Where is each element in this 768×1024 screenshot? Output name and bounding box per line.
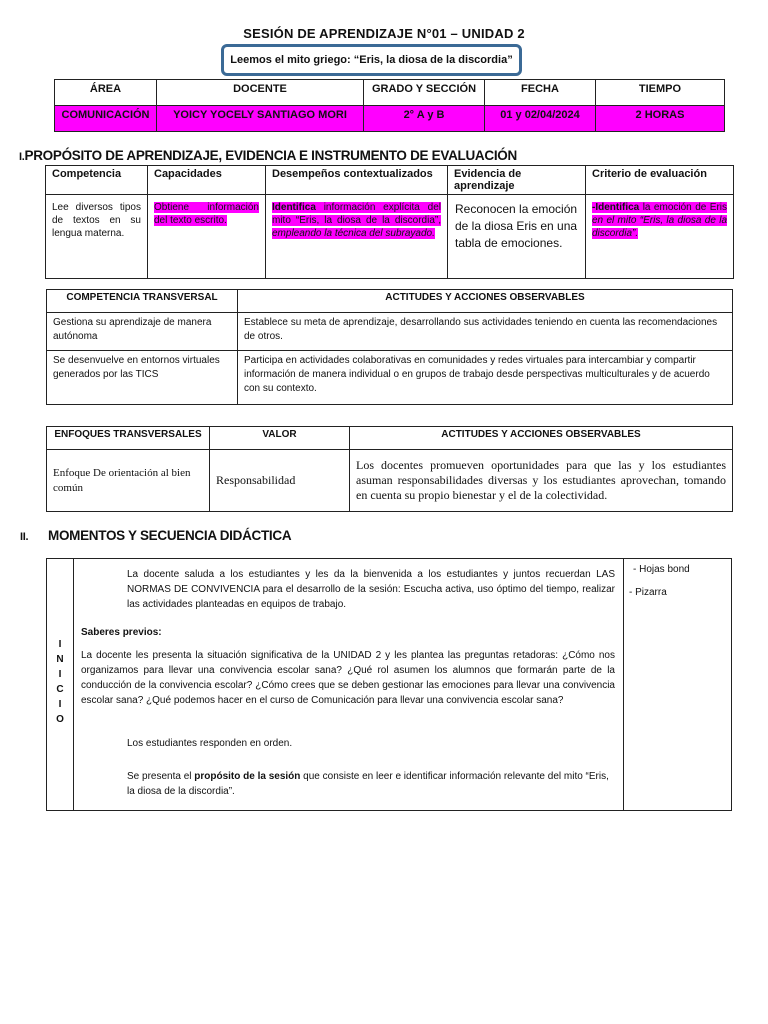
capacidad-cell bbox=[148, 195, 266, 279]
saberes-previos-title: Saberes previos: bbox=[81, 627, 162, 638]
transversal-row bbox=[47, 351, 733, 405]
section-1-title: PROPÓSITO DE APRENDIZAJE, EVIDENCIA E INSTRUMENTO DE EVALUACIÓN bbox=[24, 148, 517, 163]
enfoque-name: Enfoque De orientación al bien común bbox=[47, 450, 210, 512]
session-subtitle: Leemos el mito griego: “Eris, la diosa de la discordia” bbox=[230, 54, 513, 66]
competencias-row bbox=[46, 195, 734, 279]
col-actitudes: ACTITUDES Y ACCIONES OBSERVABLES bbox=[238, 290, 733, 313]
header-fecha: FECHA bbox=[485, 80, 596, 106]
paragraph-situacion: La docente les presenta la situación significativa de la UNIDAD 2 y les plantea las preguntas retadoras: ¿Cómo nos organizamos para llevar una convivencia escolar sana? ¿Qué rol asumen los alumnos que formarán parte de la conducción de la convivencia escolar? ¿Cómo crees que se deben gestionar las emociones para llevar una convivencia escolar sana? ¿Qué podemos hacer en el curso de Comunicación para llevar una convivencia escolar sana? bbox=[81, 650, 615, 706]
transversal-table bbox=[46, 289, 733, 405]
header-area: ÁREA bbox=[55, 80, 157, 106]
transversal-competencia: Se desenvuelve en entornos virtuales generados por las TICS bbox=[47, 351, 238, 405]
enfoques-table bbox=[46, 426, 733, 512]
enfoque-valor: Responsabilidad bbox=[210, 450, 350, 512]
moment-letter: I bbox=[58, 639, 62, 650]
section-2-number: II. bbox=[20, 531, 29, 543]
criterio-text: la emoción de Eris bbox=[639, 202, 727, 213]
paragraph-proposito bbox=[127, 769, 615, 799]
value-area: COMUNICACIÓN bbox=[55, 106, 157, 132]
capacidad-text: Obtiene información del texto escrito. bbox=[154, 202, 259, 226]
value-grado: 2° A y B bbox=[364, 106, 485, 132]
sequence-table bbox=[46, 558, 732, 811]
transversal-header-row bbox=[47, 290, 733, 313]
moment-letter: C bbox=[56, 684, 64, 695]
desempeno-cell bbox=[266, 195, 448, 279]
session-subtitle-box bbox=[221, 44, 522, 76]
materials-column bbox=[623, 559, 731, 810]
proposito-pre: Se presenta el bbox=[127, 771, 195, 782]
desempeno-bold: Identifica bbox=[272, 202, 316, 213]
value-fecha: 01 y 02/04/2024 bbox=[485, 106, 596, 132]
desempeno-text: información explícita del mito “Eris, la diosa de la discordia”, bbox=[272, 202, 441, 226]
col-criterio: Criterio de evaluación bbox=[586, 166, 734, 195]
competencia-cell: Lee diversos tipos de textos en su lengua materna. bbox=[46, 195, 148, 279]
enfoques-row bbox=[47, 450, 733, 512]
material-item: - Pizarra bbox=[629, 587, 667, 598]
evidencia-cell: Reconocen la emoción de la diosa Eris en una tabla de emociones. bbox=[448, 195, 586, 279]
material-item: - Hojas bond bbox=[633, 564, 690, 575]
header-grado: GRADO Y SECCIÓN bbox=[364, 80, 485, 106]
enfoque-actitudes: Los docentes promueven oportunidades para que las y los estudiantes asuman responsabilidades diversas y los estudiantes aprovechan, tomando en cuenta su propio bienestar y el de la colectividad. bbox=[350, 450, 733, 512]
info-value-row bbox=[55, 106, 725, 132]
section-2-title: MOMENTOS Y SECUENCIA DIDÁCTICA bbox=[48, 528, 292, 543]
section-2-heading bbox=[20, 528, 291, 543]
proposito-post: que consiste en leer e identificar información relevante del mito “Eris, la diosa de la discordia”. bbox=[127, 771, 609, 797]
moment-letter: I bbox=[58, 669, 62, 680]
value-docente: YOICY YOCELY SANTIAGO MORI bbox=[157, 106, 364, 132]
info-header-row bbox=[55, 80, 725, 106]
value-tiempo: 2 HORAS bbox=[596, 106, 725, 132]
col-desempenos: Desempeños contextualizados bbox=[266, 166, 448, 195]
transversal-competencia: Gestiona su aprendizaje de manera autónoma bbox=[47, 313, 238, 351]
header-docente: DOCENTE bbox=[157, 80, 364, 106]
criterio-italic: en el mito “Eris, la diosa de la discordia”. bbox=[592, 215, 727, 239]
criterio-bold: -Identifica bbox=[592, 202, 640, 213]
section-1-number: I. bbox=[19, 151, 25, 163]
proposito-bold: propósito de la sesión bbox=[194, 771, 301, 782]
transversal-row bbox=[47, 313, 733, 351]
info-table bbox=[54, 79, 725, 132]
page-title: SESIÓN DE APRENDIZAJE N°01 – UNIDAD 2 bbox=[243, 26, 525, 41]
paragraph-respuestas: Los estudiantes responden en orden. bbox=[127, 738, 293, 749]
col-competencia-transversal: COMPETENCIA TRANSVERSAL bbox=[47, 290, 238, 313]
moment-letter: O bbox=[56, 714, 64, 725]
col-enfoque-actitudes: ACTITUDES Y ACCIONES OBSERVABLES bbox=[350, 427, 733, 450]
col-evidencia: Evidencia de aprendizaje bbox=[448, 166, 586, 195]
competencias-table bbox=[45, 165, 734, 279]
criterio-cell bbox=[586, 195, 734, 279]
col-valor: VALOR bbox=[210, 427, 350, 450]
sequence-content bbox=[73, 559, 624, 810]
section-1-heading bbox=[19, 148, 517, 163]
enfoques-header-row bbox=[47, 427, 733, 450]
competencias-header-row bbox=[46, 166, 734, 195]
transversal-actitud: Establece su meta de aprendizaje, desarrollando sus actividades teniendo en cuenta las recomendaciones de otros. bbox=[238, 313, 733, 351]
header-tiempo: TIEMPO bbox=[596, 80, 725, 106]
paragraph-greeting: La docente saluda a los estudiantes y les da la bienvenida a los estudiantes y juntos recuerdan LAS NORMAS DE CONVIVENCIA para el desarrollo de la sesión: Escucha activa, uso óptimo del tiempo, realizar las actividades planteadas en equipos de trabajo. bbox=[127, 569, 615, 610]
col-capacidades: Capacidades bbox=[148, 166, 266, 195]
moment-column bbox=[47, 559, 74, 810]
moment-letter: I bbox=[58, 699, 62, 710]
col-enfoques: ENFOQUES TRANSVERSALES bbox=[47, 427, 210, 450]
moment-letter: N bbox=[56, 654, 64, 665]
col-competencia: Competencia bbox=[46, 166, 148, 195]
transversal-actitud: Participa en actividades colaborativas en comunidades y redes virtuales para intercambiar y compartir información de manera individual o en grupos de trabajo desde perspectivas multiculturales y de acuerdo con su contexto. bbox=[238, 351, 733, 405]
desempeno-italic: empleando la técnica del subrayado. bbox=[272, 228, 435, 239]
